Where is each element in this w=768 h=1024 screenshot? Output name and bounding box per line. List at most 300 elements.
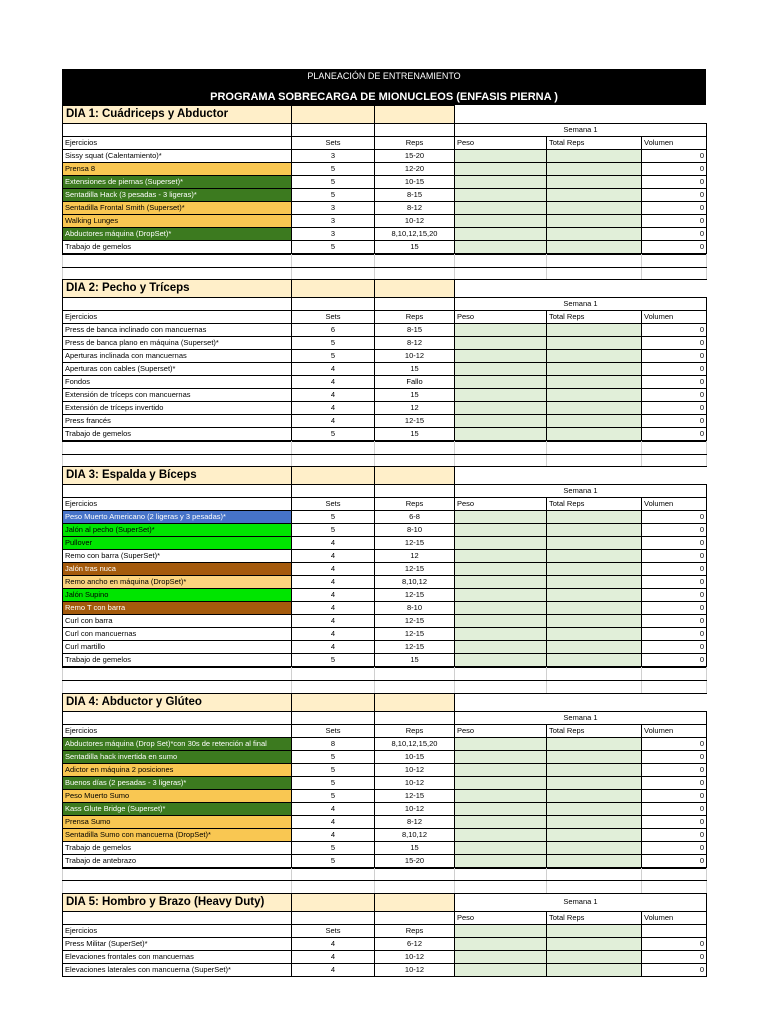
peso-input[interactable] <box>455 924 547 937</box>
peso-input[interactable] <box>455 202 547 215</box>
total-reps-input[interactable] <box>547 576 642 589</box>
sets-value: 4 <box>292 402 375 415</box>
total-reps-input[interactable] <box>547 428 642 441</box>
sets-value: 5 <box>292 428 375 441</box>
exercise-row <box>63 176 707 189</box>
volumen-value: 0 <box>642 854 707 867</box>
exercise-name: Trabajo de gemelos <box>63 654 292 667</box>
total-reps-input[interactable] <box>547 215 642 228</box>
blank-cell <box>292 711 375 724</box>
reps-value: 8-15 <box>375 324 455 337</box>
spacer-cell <box>63 267 292 280</box>
spacer-cell <box>292 868 375 881</box>
exercise-row <box>63 402 707 415</box>
reps-value: 6-12 <box>375 937 455 950</box>
volumen-value: 0 <box>642 511 707 524</box>
col-ejercicios: Ejercicios <box>63 498 292 511</box>
peso-input[interactable] <box>455 228 547 241</box>
reps-value: 12 <box>375 550 455 563</box>
peso-input[interactable] <box>455 789 547 802</box>
title-fill <box>375 106 455 124</box>
exercise-name: Sentadilla Frontal Smith (Superset)* <box>63 202 292 215</box>
sets-value: 5 <box>292 841 375 854</box>
sets-value: 4 <box>292 615 375 628</box>
title-blank <box>547 106 642 124</box>
volumen-value: 0 <box>642 950 707 963</box>
exercise-name: Sentadilla Hack (3 pesadas - 3 ligeras)* <box>63 189 292 202</box>
sets-value: 4 <box>292 389 375 402</box>
volumen-value: 0 <box>642 576 707 589</box>
volumen-value: 0 <box>642 150 707 163</box>
peso-input[interactable] <box>455 763 547 776</box>
sets-value: 5 <box>292 511 375 524</box>
spacer-cell <box>292 881 375 894</box>
week-label: Semana 1 <box>455 124 707 137</box>
peso-input[interactable] <box>455 350 547 363</box>
peso-input[interactable] <box>455 215 547 228</box>
reps-value: 15 <box>375 363 455 376</box>
col-ejercicios: Ejercicios <box>63 137 292 150</box>
peso-input[interactable] <box>455 815 547 828</box>
exercise-row <box>63 511 707 524</box>
spacer-cell <box>63 454 292 467</box>
sets-value: 5 <box>292 163 375 176</box>
col-reps: Reps <box>375 924 455 937</box>
sets-value: 4 <box>292 628 375 641</box>
week-label: Semana 1 <box>455 893 707 911</box>
reps-value: 15 <box>375 428 455 441</box>
sets-value: 5 <box>292 776 375 789</box>
sets-value: 4 <box>292 963 375 976</box>
sets-value: 4 <box>292 550 375 563</box>
sets-value: 4 <box>292 828 375 841</box>
peso-input[interactable] <box>455 241 547 254</box>
reps-value: 15-20 <box>375 854 455 867</box>
volumen-value: 0 <box>642 654 707 667</box>
peso-input[interactable] <box>455 563 547 576</box>
total-reps-input[interactable] <box>547 415 642 428</box>
title-blank <box>642 693 707 711</box>
col-volumen: Volumen <box>642 911 707 924</box>
total-reps-input[interactable] <box>547 628 642 641</box>
peso-input[interactable] <box>455 163 547 176</box>
reps-value: 12-20 <box>375 163 455 176</box>
volumen-value: 0 <box>642 324 707 337</box>
spacer-cell <box>547 868 642 881</box>
spacer-cell <box>292 668 375 681</box>
volumen-value: 0 <box>642 163 707 176</box>
title-blank <box>455 467 547 485</box>
sets-value: 4 <box>292 415 375 428</box>
exercise-row <box>63 763 707 776</box>
reps-value: 10-12 <box>375 802 455 815</box>
title-blank <box>642 467 707 485</box>
peso-input[interactable] <box>455 828 547 841</box>
spacer-cell <box>375 267 455 280</box>
spacer-cell <box>642 680 707 693</box>
total-reps-input[interactable] <box>547 737 642 750</box>
exercise-name: Aperturas con cables (Superset)* <box>63 363 292 376</box>
exercise-name: Sentadilla hack invertida en sumo <box>63 750 292 763</box>
col-total-reps: Total Reps <box>547 498 642 511</box>
exercise-row <box>63 189 707 202</box>
reps-value: 15-20 <box>375 150 455 163</box>
peso-input[interactable] <box>455 802 547 815</box>
reps-value: 8-12 <box>375 337 455 350</box>
exercise-row <box>63 576 707 589</box>
total-reps-input[interactable] <box>547 350 642 363</box>
total-reps-input[interactable] <box>547 854 642 867</box>
spacer-cell <box>292 680 375 693</box>
col-peso: Peso <box>455 137 547 150</box>
total-reps-input[interactable] <box>547 524 642 537</box>
col-reps: Reps <box>375 137 455 150</box>
exercise-name: Walking Lunges <box>63 215 292 228</box>
col-reps: Reps <box>375 311 455 324</box>
peso-input[interactable] <box>455 537 547 550</box>
volumen-value: 0 <box>642 537 707 550</box>
peso-input[interactable] <box>455 576 547 589</box>
volumen-value: 0 <box>642 841 707 854</box>
exercise-row <box>63 324 707 337</box>
spacer-cell <box>455 454 547 467</box>
total-reps-input[interactable] <box>547 376 642 389</box>
blank-cell <box>292 485 375 498</box>
reps-value: 15 <box>375 241 455 254</box>
reps-value: 8-12 <box>375 202 455 215</box>
spacer-cell <box>292 442 375 455</box>
exercise-name: Kass Glute Bridge (Superset)* <box>63 802 292 815</box>
volumen-value: 0 <box>642 963 707 976</box>
spacer-cell <box>547 255 642 268</box>
exercise-name: Buenos días (2 pesadas - 3 ligeras)* <box>63 776 292 789</box>
total-reps-input[interactable] <box>547 789 642 802</box>
total-reps-input[interactable] <box>547 615 642 628</box>
spacer-cell <box>455 868 547 881</box>
peso-input[interactable] <box>455 176 547 189</box>
exercise-name: Remo con barra (SuperSet)* <box>63 550 292 563</box>
sets-value: 5 <box>292 750 375 763</box>
spacer-cell <box>292 454 375 467</box>
exercise-name: Trabajo de antebrazo <box>63 854 292 867</box>
spacer-cell <box>642 442 707 455</box>
reps-value: 15 <box>375 389 455 402</box>
spacer-cell <box>455 881 547 894</box>
title-fill <box>375 467 455 485</box>
day-table <box>62 868 707 977</box>
col-reps: Reps <box>375 724 455 737</box>
total-reps-input[interactable] <box>547 402 642 415</box>
exercise-row <box>63 841 707 854</box>
exercise-row <box>63 550 707 563</box>
title-blank <box>455 280 547 298</box>
day-title: DIA 5: Hombro y Brazo (Heavy Duty) <box>63 893 292 911</box>
spacer-cell <box>642 881 707 894</box>
peso-input[interactable] <box>455 415 547 428</box>
blank-cell <box>375 485 455 498</box>
col-total-reps: Total Reps <box>547 724 642 737</box>
exercise-name: Abductores máquina (Drop Set)*con 30s de retención al final <box>63 737 292 750</box>
spacer-cell <box>455 442 547 455</box>
total-reps-input[interactable] <box>547 937 642 950</box>
peso-input[interactable] <box>455 602 547 615</box>
total-reps-input[interactable] <box>547 654 642 667</box>
exercise-row <box>63 150 707 163</box>
sets-value: 5 <box>292 763 375 776</box>
exercise-row <box>63 428 707 441</box>
exercise-name: Extensión de tríceps con mancuernas <box>63 389 292 402</box>
peso-input[interactable] <box>455 654 547 667</box>
reps-value: 15 <box>375 841 455 854</box>
title-blank <box>547 467 642 485</box>
spacer-cell <box>63 442 292 455</box>
exercise-name: Press Militar (SuperSet)* <box>63 937 292 950</box>
spacer-cell <box>547 454 642 467</box>
sets-value: 4 <box>292 363 375 376</box>
reps-value: 8-15 <box>375 189 455 202</box>
volumen-value: 0 <box>642 589 707 602</box>
peso-input[interactable] <box>455 337 547 350</box>
peso-input[interactable] <box>455 841 547 854</box>
volumen-value: 0 <box>642 615 707 628</box>
total-reps-input[interactable] <box>547 841 642 854</box>
spacer-cell <box>547 267 642 280</box>
sets-value: 5 <box>292 854 375 867</box>
spacer-cell <box>292 267 375 280</box>
peso-input[interactable] <box>455 641 547 654</box>
exercise-row <box>63 563 707 576</box>
title-fill <box>292 280 375 298</box>
volumen-value: 0 <box>642 350 707 363</box>
volumen-value: 0 <box>642 402 707 415</box>
title-blank <box>547 693 642 711</box>
total-reps-input[interactable] <box>547 963 642 976</box>
exercise-row <box>63 828 707 841</box>
exercise-row <box>63 641 707 654</box>
peso-input[interactable] <box>455 550 547 563</box>
sets-value: 5 <box>292 350 375 363</box>
total-reps-input[interactable] <box>547 537 642 550</box>
reps-value: 10-12 <box>375 763 455 776</box>
exercise-row <box>63 228 707 241</box>
exercise-row <box>63 215 707 228</box>
volumen-value: 0 <box>642 428 707 441</box>
exercise-row <box>63 163 707 176</box>
spacer-cell <box>642 868 707 881</box>
peso-input[interactable] <box>455 628 547 641</box>
sets-value: 5 <box>292 789 375 802</box>
total-reps-input[interactable] <box>547 150 642 163</box>
volumen-value: 0 <box>642 750 707 763</box>
reps-value: 10-12 <box>375 350 455 363</box>
total-reps-input[interactable] <box>547 802 642 815</box>
volumen-value: 0 <box>642 337 707 350</box>
week-label: Semana 1 <box>455 298 707 311</box>
volumen-value: 0 <box>642 737 707 750</box>
spacer-cell <box>547 668 642 681</box>
col-volumen: Volumen <box>642 311 707 324</box>
total-reps-input[interactable] <box>547 550 642 563</box>
total-reps-input[interactable] <box>547 189 642 202</box>
total-reps-input[interactable] <box>547 176 642 189</box>
spacer-cell <box>375 442 455 455</box>
reps-value: 12 <box>375 402 455 415</box>
blank-cell <box>63 911 292 924</box>
reps-value: 8,10,12,15,20 <box>375 737 455 750</box>
blank-cell <box>63 124 292 137</box>
reps-value: Fallo <box>375 376 455 389</box>
peso-input[interactable] <box>455 150 547 163</box>
exercise-row <box>63 241 707 254</box>
spacer-cell <box>63 868 292 881</box>
spacer-cell <box>455 680 547 693</box>
total-reps-input[interactable] <box>547 228 642 241</box>
spacer-cell <box>63 255 292 268</box>
volumen-value: 0 <box>642 376 707 389</box>
peso-input[interactable] <box>455 937 547 950</box>
col-volumen: Volumen <box>642 724 707 737</box>
exercise-name: Extensión de tríceps invertido <box>63 402 292 415</box>
volumen-value: 0 <box>642 176 707 189</box>
peso-input[interactable] <box>455 389 547 402</box>
peso-input[interactable] <box>455 776 547 789</box>
peso-input[interactable] <box>455 363 547 376</box>
total-reps-input[interactable] <box>547 511 642 524</box>
spacer-cell <box>63 881 292 894</box>
exercise-name: Sissy squat (Calentamiento)* <box>63 150 292 163</box>
blank-cell <box>375 298 455 311</box>
exercise-name: Prensa 8 <box>63 163 292 176</box>
exercise-name: Prensa Sumo <box>63 815 292 828</box>
peso-input[interactable] <box>455 950 547 963</box>
title-fill <box>292 893 375 911</box>
exercise-row <box>63 415 707 428</box>
volumen-value: 0 <box>642 415 707 428</box>
col-sets: Sets <box>292 498 375 511</box>
peso-input[interactable] <box>455 524 547 537</box>
exercise-row <box>63 937 707 950</box>
exercise-row <box>63 363 707 376</box>
total-reps-input[interactable] <box>547 763 642 776</box>
volumen-value: 0 <box>642 828 707 841</box>
total-reps-input[interactable] <box>547 828 642 841</box>
total-reps-input[interactable] <box>547 815 642 828</box>
col-ejercicios: Ejercicios <box>63 924 292 937</box>
peso-input[interactable] <box>455 737 547 750</box>
volumen-value: 0 <box>642 937 707 950</box>
total-reps-input[interactable] <box>547 641 642 654</box>
week-label: Semana 1 <box>455 485 707 498</box>
peso-input[interactable] <box>455 963 547 976</box>
reps-value: 10-12 <box>375 776 455 789</box>
exercise-name: Jalón al pecho (SuperSet)* <box>63 524 292 537</box>
col-total-reps: Total Reps <box>547 311 642 324</box>
reps-value: 6-8 <box>375 511 455 524</box>
spacer-cell <box>375 668 455 681</box>
title-blank <box>455 106 547 124</box>
volumen-value: 0 <box>642 628 707 641</box>
spacer-cell <box>547 881 642 894</box>
total-reps-input[interactable] <box>547 163 642 176</box>
exercise-name: Aperturas inclinada con mancuernas <box>63 350 292 363</box>
exercise-name: Pullover <box>63 537 292 550</box>
sets-value: 5 <box>292 654 375 667</box>
peso-input[interactable] <box>455 376 547 389</box>
reps-value: 12-15 <box>375 537 455 550</box>
peso-input[interactable] <box>455 511 547 524</box>
total-reps-input[interactable] <box>547 337 642 350</box>
volumen-value: 0 <box>642 241 707 254</box>
week-label: Semana 1 <box>455 711 707 724</box>
exercise-name: Elevaciones laterales con mancuerna (SuperSet)* <box>63 963 292 976</box>
spacer-cell <box>292 255 375 268</box>
exercise-row <box>63 537 707 550</box>
total-reps-input[interactable] <box>547 924 642 937</box>
sets-value: 5 <box>292 189 375 202</box>
exercise-name: Fondos <box>63 376 292 389</box>
total-reps-input[interactable] <box>547 389 642 402</box>
total-reps-input[interactable] <box>547 202 642 215</box>
sets-value: 4 <box>292 950 375 963</box>
blank-cell <box>63 485 292 498</box>
spacer-cell <box>642 454 707 467</box>
exercise-row <box>63 854 707 867</box>
day-table <box>62 667 707 867</box>
sets-value: 4 <box>292 641 375 654</box>
title-fill <box>375 893 455 911</box>
peso-input[interactable] <box>455 854 547 867</box>
spacer-cell <box>375 868 455 881</box>
volumen-value: 0 <box>642 776 707 789</box>
reps-value: 8-10 <box>375 602 455 615</box>
peso-input[interactable] <box>455 402 547 415</box>
exercise-name: Extensiones de piernas (Superset)* <box>63 176 292 189</box>
program-title: PROGRAMA SOBRECARGA DE MIONUCLEOS (ENFASIS PIERNA ) <box>62 89 706 105</box>
volumen-value: 0 <box>642 602 707 615</box>
col-peso: Peso <box>455 724 547 737</box>
title-fill <box>375 280 455 298</box>
peso-input[interactable] <box>455 589 547 602</box>
sets-value: 4 <box>292 589 375 602</box>
total-reps-input[interactable] <box>547 750 642 763</box>
peso-input[interactable] <box>455 189 547 202</box>
total-reps-input[interactable] <box>547 241 642 254</box>
total-reps-input[interactable] <box>547 602 642 615</box>
title-fill <box>375 693 455 711</box>
spacer-cell <box>547 680 642 693</box>
total-reps-input[interactable] <box>547 324 642 337</box>
peso-input[interactable] <box>455 615 547 628</box>
peso-input[interactable] <box>455 428 547 441</box>
peso-input[interactable] <box>455 324 547 337</box>
blank-cell <box>375 124 455 137</box>
sets-value: 4 <box>292 937 375 950</box>
reps-value: 10-12 <box>375 215 455 228</box>
volumen-value: 0 <box>642 363 707 376</box>
day-title: DIA 1: Cuádriceps y Abductor <box>63 106 292 124</box>
total-reps-input[interactable] <box>547 363 642 376</box>
exercise-name: Curl con mancuernas <box>63 628 292 641</box>
total-reps-input[interactable] <box>547 776 642 789</box>
total-reps-input[interactable] <box>547 589 642 602</box>
exercise-name: Remo T con barra <box>63 602 292 615</box>
total-reps-input[interactable] <box>547 563 642 576</box>
reps-value: 12-15 <box>375 641 455 654</box>
exercise-row <box>63 602 707 615</box>
reps-value: 12-15 <box>375 789 455 802</box>
total-reps-input[interactable] <box>547 950 642 963</box>
peso-input[interactable] <box>455 750 547 763</box>
